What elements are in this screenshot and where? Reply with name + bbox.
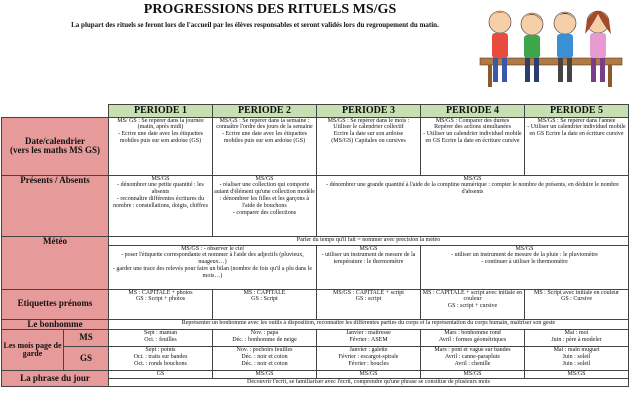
mois-gs-p5: Mai : main muguet Juin : soleil Juin : soleil — [525, 346, 629, 370]
meteo-p4-p5: MS/GS - utiliser un instrument de mesure de la pluie : le pluviomètre - continuer à utiliser le thermomètre — [421, 245, 629, 289]
presents-p3-p5: MS/GS - dénombrer une grande quantité à l'aide de la comptine numérique : compter le nombre de présents, en déduire le nombre d'absents — [317, 175, 629, 236]
etiquettes-p3: MS/GS : CAPITALE + script GS : script — [317, 289, 421, 319]
bonhomme-text: Représenter un bonhomme avec les outils à disposition, reconnaître les différentes parties du corps et la représentation du corps humain, maîtriser son geste — [109, 319, 629, 329]
etiquettes-p2: MS : CAPITALE GS : Script — [213, 289, 317, 319]
phrase-footer: Découvrir l'écrit, se familiariser avec l'écrit, comprendre qu'une phrase se constitue de plusieurs mots — [109, 378, 629, 386]
mois-ms-p3: Janvier : maitresse Février : ASEM — [317, 329, 421, 346]
mois-row-label: Les mois page de garde — [2, 329, 64, 370]
date-p2: MS/GS : Se repérer dans la semaine : connaître l'ordre des jours de la semaine - Ecrire une date avec les étiquettes mobiles puis sur son ardoise (GS) — [213, 117, 317, 175]
mois-gs-row — [2, 346, 629, 370]
page-title: PROGRESSIONS DES RITUELS MS/GS — [143, 2, 397, 17]
date-row-label: Date/calendrier (vers les maths MS GS) — [2, 117, 109, 175]
period-header-row — [2, 105, 629, 118]
mois-gs-p4: Mars : pont et vague sur bandes Avril : canne-parapluie Avril : chenille — [421, 346, 525, 370]
meteo-banner: Parler du temps qu'il fait = nommer avec précision la météo — [109, 236, 629, 245]
rituals-table — [1, 104, 629, 387]
mois-ms-p1: Sept : maman Oct. : feuilles — [109, 329, 213, 346]
phrase-p3: MS/GS — [317, 370, 421, 378]
meteo-row-label: Météo — [2, 236, 109, 289]
period-4-header: PERIODE 4 — [421, 105, 525, 118]
mois-gs-p1: Sept : points Oct. : traits sur bandes Oct. : ronds bouchons — [109, 346, 213, 370]
etiquettes-row-label: Etiquettes prénoms — [2, 289, 109, 319]
mois-gs-p3: Janvier : galette Février : escargot-spirale Février : boucles — [317, 346, 421, 370]
bonhomme-row — [2, 319, 629, 329]
presents-p1: MS/GS - dénombrer une petite quantité : les absents - reconnaître différentes écritures du nombre : constellations, doigts, chiffres — [109, 175, 213, 236]
phrase-p5: MS/GS — [525, 370, 629, 378]
phrase-p2: MS/GS — [213, 370, 317, 378]
children-on-bench-illustration — [470, 0, 630, 92]
mois-ms-row — [2, 329, 629, 346]
mois-gs-p2: Nov. : pochoirs feuilles Déc. : noir et coton Déc. : noir et coton — [213, 346, 317, 370]
page-subtitle: La plupart des rituels se feront lors de l'accueil par les élèves responsables et seront validés lors du regroupement du matin. — [71, 21, 439, 29]
date-p1: MS/ GS : Se repérer dans la journée (matin, après midi) - Ecrire une date avec les étiquettes mobiles puis sur son ardoise (GS) — [109, 117, 213, 175]
etiquettes-row — [2, 289, 629, 319]
meteo-banner-row — [2, 236, 629, 245]
period-3-header: PERIODE 3 — [317, 105, 421, 118]
phrase-row-label: La phrase du jour — [2, 370, 109, 386]
date-p3: MS/GS : Se repérer dans le mois : Utiliser le calendrier collectif Ecrire la date sur son ardoise (MS/GS) Capitales ou cursives — [317, 117, 421, 175]
mois-ms-p4: Mars : bonhomme rond Avril : formes géométriques — [421, 329, 525, 346]
etiquettes-p5: MS : Script avec initiale en couleur GS : Cursive — [525, 289, 629, 319]
meteo-p1-p2: MS/GS : - observer le ciel - poser l'étiquette correspondante et nommer à l'aide des adjectifs (pluvieux, nuageux…) - garder une trace des relevés pour faire un bilan (nombre de fois qu'il a plu dans le mois…) — [109, 245, 317, 289]
mois-ms-p5: Mai : moi Juin : père à modeler — [525, 329, 629, 346]
mois-ms-p2: Nov. : papa Déc. : bonhomme de neige — [213, 329, 317, 346]
mois-gs-label: GS — [64, 346, 109, 370]
bonhomme-row-label: Le bonhomme — [2, 319, 109, 329]
meteo-p3: MS/GS - utiliser un instrument de mesure de la température : le thermomètre — [317, 245, 421, 289]
etiquettes-p1: MS : CAPITALE + photos GS : Script + photos — [109, 289, 213, 319]
date-p5: MS/GS : Se repérer dans l'année - Utiliser un calendrier individuel mobile en GS Ecrire la date en écriture cursive — [525, 117, 629, 175]
period-5-header: PERIODE 5 — [525, 105, 629, 118]
mois-ms-label: MS — [64, 329, 109, 346]
period-2-header: PERIODE 2 — [213, 105, 317, 118]
date-row — [2, 117, 629, 175]
phrase-p4: MS/GS — [421, 370, 525, 378]
date-p4: MS/GS : Comparer des durées Repérer des actions simultanées - Utiliser un calendrier individuel mobile en GS Ecrire la date en écriture cursive — [421, 117, 525, 175]
presents-p2: MS/GS - réaliser une collection qui comporte autant d'élément qu'une collection modèle : dénombrer les filles et les garçons à l'aide de bouchons - comparer des collections — [213, 175, 317, 236]
presents-row — [2, 175, 629, 236]
phrase-row — [2, 370, 629, 378]
etiquettes-p4: MS : CAPITALE + script avec initiale en couleur GS : script + cursive — [421, 289, 525, 319]
phrase-p1: GS — [109, 370, 213, 378]
presents-row-label: Présents / Absents — [2, 175, 109, 236]
period-1-header: PERIODE 1 — [109, 105, 213, 118]
